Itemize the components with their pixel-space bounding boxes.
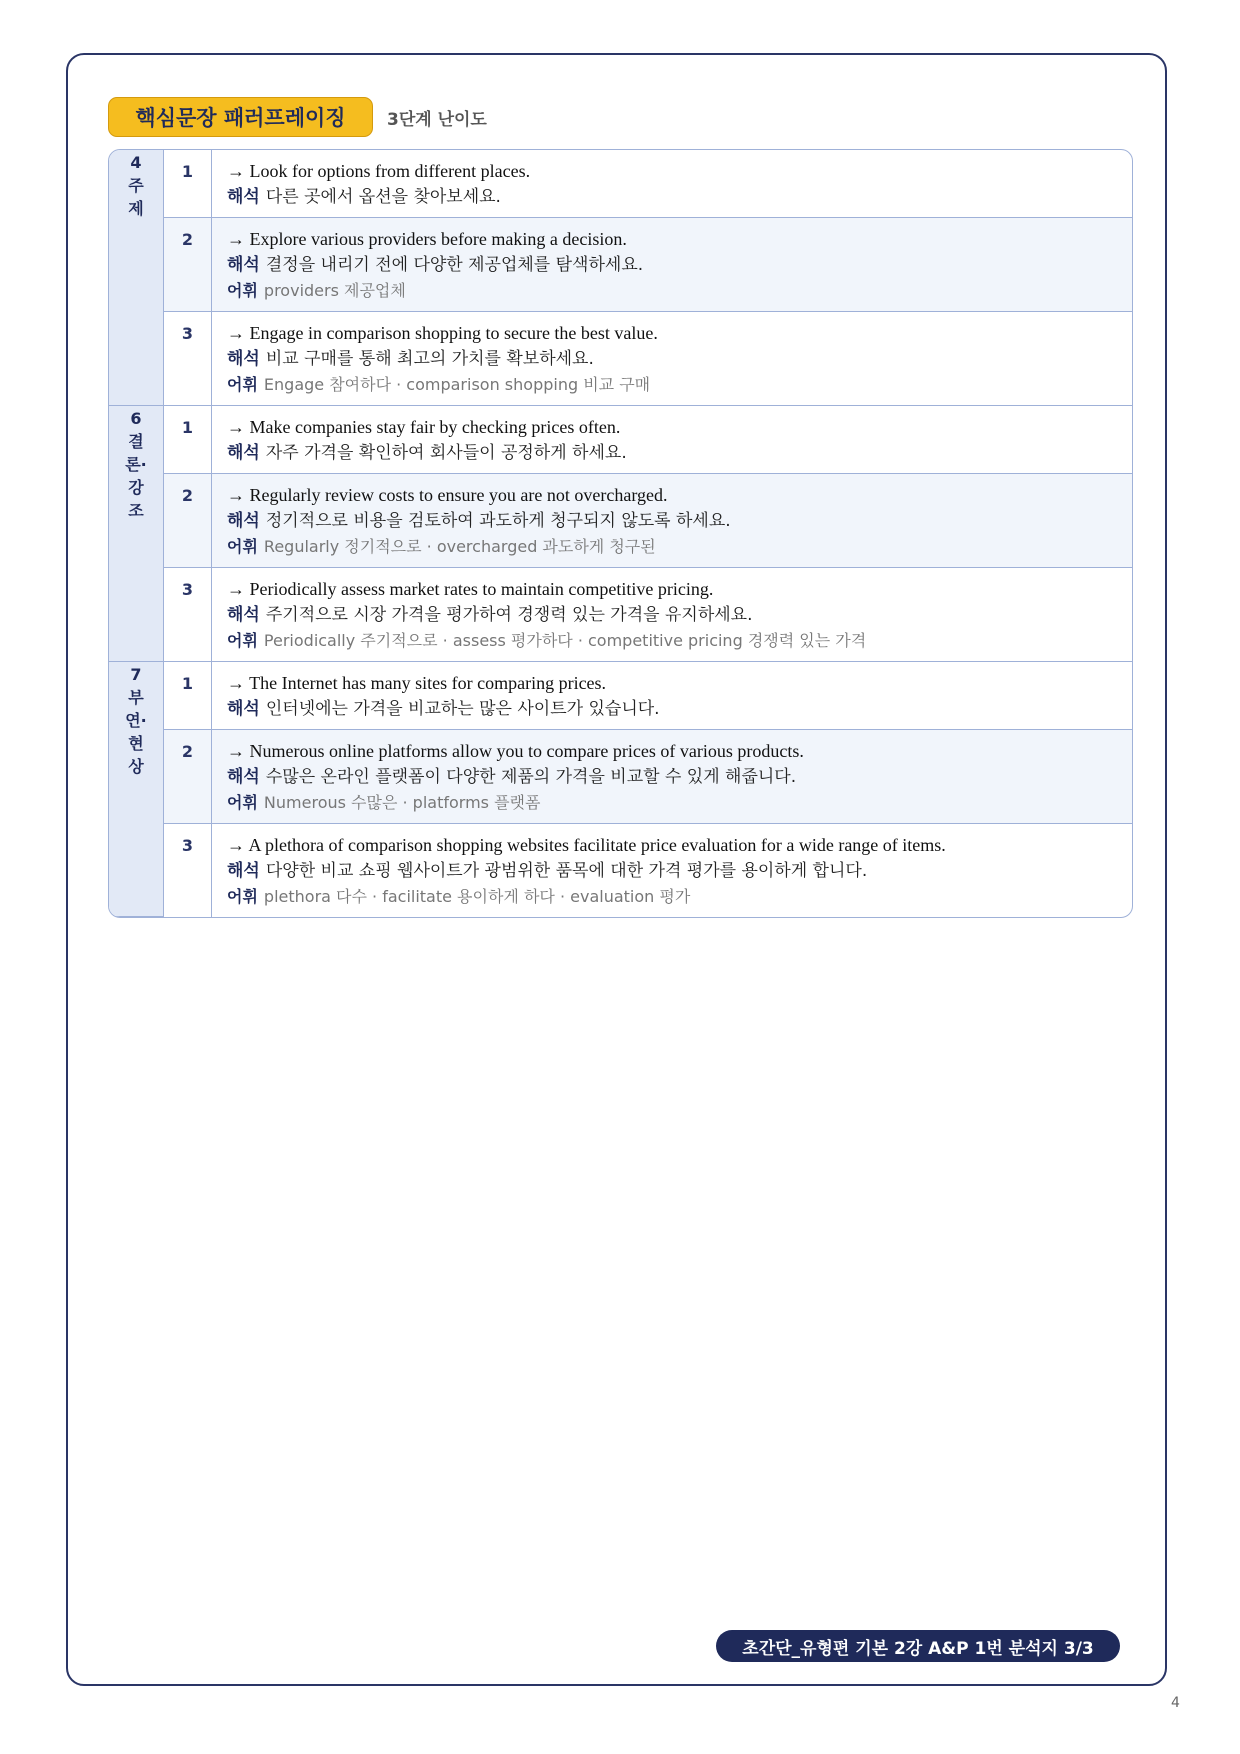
translation-label: 해석 <box>227 187 260 207</box>
english-sentence: → The Internet has many sites for comparing prices. <box>227 673 607 693</box>
row-number: 2 <box>164 218 212 312</box>
row-content <box>212 406 1132 474</box>
korean-translation <box>227 508 1117 534</box>
vocab-text: Numerous 수많은 · platforms 플랫폼 <box>263 793 541 812</box>
translation-label: 해석 <box>227 861 260 881</box>
korean-translation <box>227 184 1117 210</box>
vocab-text: plethora 다수 · facilitate 용이하게 하다 · evaluation 평가 <box>263 887 691 906</box>
row-content <box>212 312 1132 406</box>
row-number: 3 <box>164 312 212 406</box>
paraphrase-table <box>108 149 1133 918</box>
section-header <box>108 96 487 138</box>
translation-label: 해석 <box>227 605 260 625</box>
translation-text: 다양한 비교 쇼핑 웹사이트가 광범위한 품목에 대한 가격 평가를 용이하게 합니다. <box>265 861 868 881</box>
table-row <box>109 150 1132 218</box>
group-label-char: 연· <box>125 711 147 730</box>
vocab-text: Regularly 정기적으로 · overcharged 과도하게 청구된 <box>263 537 656 556</box>
table-row <box>109 662 1132 730</box>
english-sentence: → Periodically assess market rates to maintain competitive pricing. <box>227 579 714 599</box>
english-sentence: → A plethora of comparison shopping websites facilitate price evaluation for a wide range of items. <box>227 835 946 855</box>
group-label-char: 상 <box>128 757 144 776</box>
vocab-label: 어휘 <box>227 631 258 650</box>
table-row <box>109 406 1132 474</box>
vocab-label: 어휘 <box>227 375 258 394</box>
group-label-char: 7 <box>130 665 142 684</box>
row-content <box>212 662 1132 730</box>
translation-label: 해석 <box>227 349 260 369</box>
table-row <box>109 312 1132 406</box>
row-content <box>212 150 1132 218</box>
table-row <box>109 568 1132 662</box>
translation-text: 수많은 온라인 플랫폼이 다양한 제품의 가격을 비교할 수 있게 해줍니다. <box>265 767 797 787</box>
group-label <box>109 406 164 662</box>
group-label-char: 부 <box>128 688 144 707</box>
korean-translation <box>227 764 1117 790</box>
group-label-char: 결 <box>128 432 144 451</box>
korean-translation <box>227 440 1117 466</box>
group-label-char: 4 <box>130 153 142 172</box>
vocab-line <box>227 372 1117 398</box>
translation-text: 자주 가격을 확인하여 회사들이 공정하게 하세요. <box>265 443 627 463</box>
vocab-line <box>227 628 1117 654</box>
table-row <box>109 824 1132 917</box>
group-label-char: 제 <box>128 199 144 218</box>
row-number: 3 <box>164 824 212 917</box>
korean-translation <box>227 346 1117 372</box>
page-number: 4 <box>1171 1695 1180 1711</box>
vocab-text: Periodically 주기적으로 · assess 평가하다 · competitive pricing 경쟁력 있는 가격 <box>263 631 867 650</box>
group-label <box>109 150 164 406</box>
row-number: 1 <box>164 150 212 218</box>
translation-label: 해석 <box>227 699 260 719</box>
english-sentence: → Numerous online platforms allow you to compare prices of various products. <box>227 741 804 761</box>
row-number: 2 <box>164 474 212 568</box>
row-number: 1 <box>164 406 212 474</box>
translation-text: 정기적으로 비용을 검토하여 과도하게 청구되지 않도록 하세요. <box>265 511 731 531</box>
translation-text: 결정을 내리기 전에 다양한 제공업체를 탐색하세요. <box>265 255 644 275</box>
translation-text: 인터넷에는 가격을 비교하는 많은 사이트가 있습니다. <box>265 699 660 719</box>
english-sentence: → Make companies stay fair by checking prices often. <box>227 417 621 437</box>
group-label-char: 현 <box>128 734 144 753</box>
translation-text: 주기적으로 시장 가격을 평가하여 경쟁력 있는 가격을 유지하세요. <box>265 605 753 625</box>
row-number: 2 <box>164 730 212 824</box>
english-sentence: → Regularly review costs to ensure you are not overcharged. <box>227 485 668 505</box>
korean-translation <box>227 252 1117 278</box>
row-content <box>212 730 1132 824</box>
table-row <box>109 730 1132 824</box>
group-label-char: 론· <box>125 455 147 474</box>
english-sentence: → Explore various providers before making a decision. <box>227 229 627 249</box>
translation-label: 해석 <box>227 511 260 531</box>
group-label-char: 주 <box>128 176 144 195</box>
vocab-line <box>227 884 1117 910</box>
group-label-char: 조 <box>128 501 144 520</box>
vocab-line <box>227 534 1117 560</box>
vocab-label: 어휘 <box>227 281 258 300</box>
translation-text: 다른 곳에서 옵션을 찾아보세요. <box>265 187 501 207</box>
vocab-line <box>227 278 1117 304</box>
korean-translation <box>227 858 1117 884</box>
translation-label: 해석 <box>227 443 260 463</box>
table-row <box>109 474 1132 568</box>
difficulty-label: 3단계 난이도 <box>387 109 487 130</box>
vocab-label: 어휘 <box>227 537 258 556</box>
row-content <box>212 218 1132 312</box>
row-content <box>212 474 1132 568</box>
vocab-text: providers 제공업체 <box>263 281 406 300</box>
korean-translation <box>227 696 1117 722</box>
row-number: 1 <box>164 662 212 730</box>
row-content <box>212 824 1132 917</box>
section-title: 핵심문장 패러프레이징 <box>108 97 373 137</box>
row-number: 3 <box>164 568 212 662</box>
translation-label: 해석 <box>227 767 260 787</box>
footer-label: 초간단_유형편 기본 2강 A&P 1번 분석지 3/3 <box>716 1630 1120 1662</box>
row-content <box>212 568 1132 662</box>
vocab-label: 어휘 <box>227 793 258 812</box>
english-sentence: → Engage in comparison shopping to secure the best value. <box>227 323 658 343</box>
group-label-char: 강 <box>128 478 144 497</box>
group-label <box>109 662 164 917</box>
translation-text: 비교 구매를 통해 최고의 가치를 확보하세요. <box>265 349 594 369</box>
group-label-char: 6 <box>130 409 142 428</box>
korean-translation <box>227 602 1117 628</box>
vocab-line <box>227 790 1117 816</box>
translation-label: 해석 <box>227 255 260 275</box>
vocab-text: Engage 참여하다 · comparison shopping 비교 구매 <box>263 375 651 394</box>
vocab-label: 어휘 <box>227 887 258 906</box>
english-sentence: → Look for options from different places. <box>227 161 531 181</box>
table-row <box>109 218 1132 312</box>
